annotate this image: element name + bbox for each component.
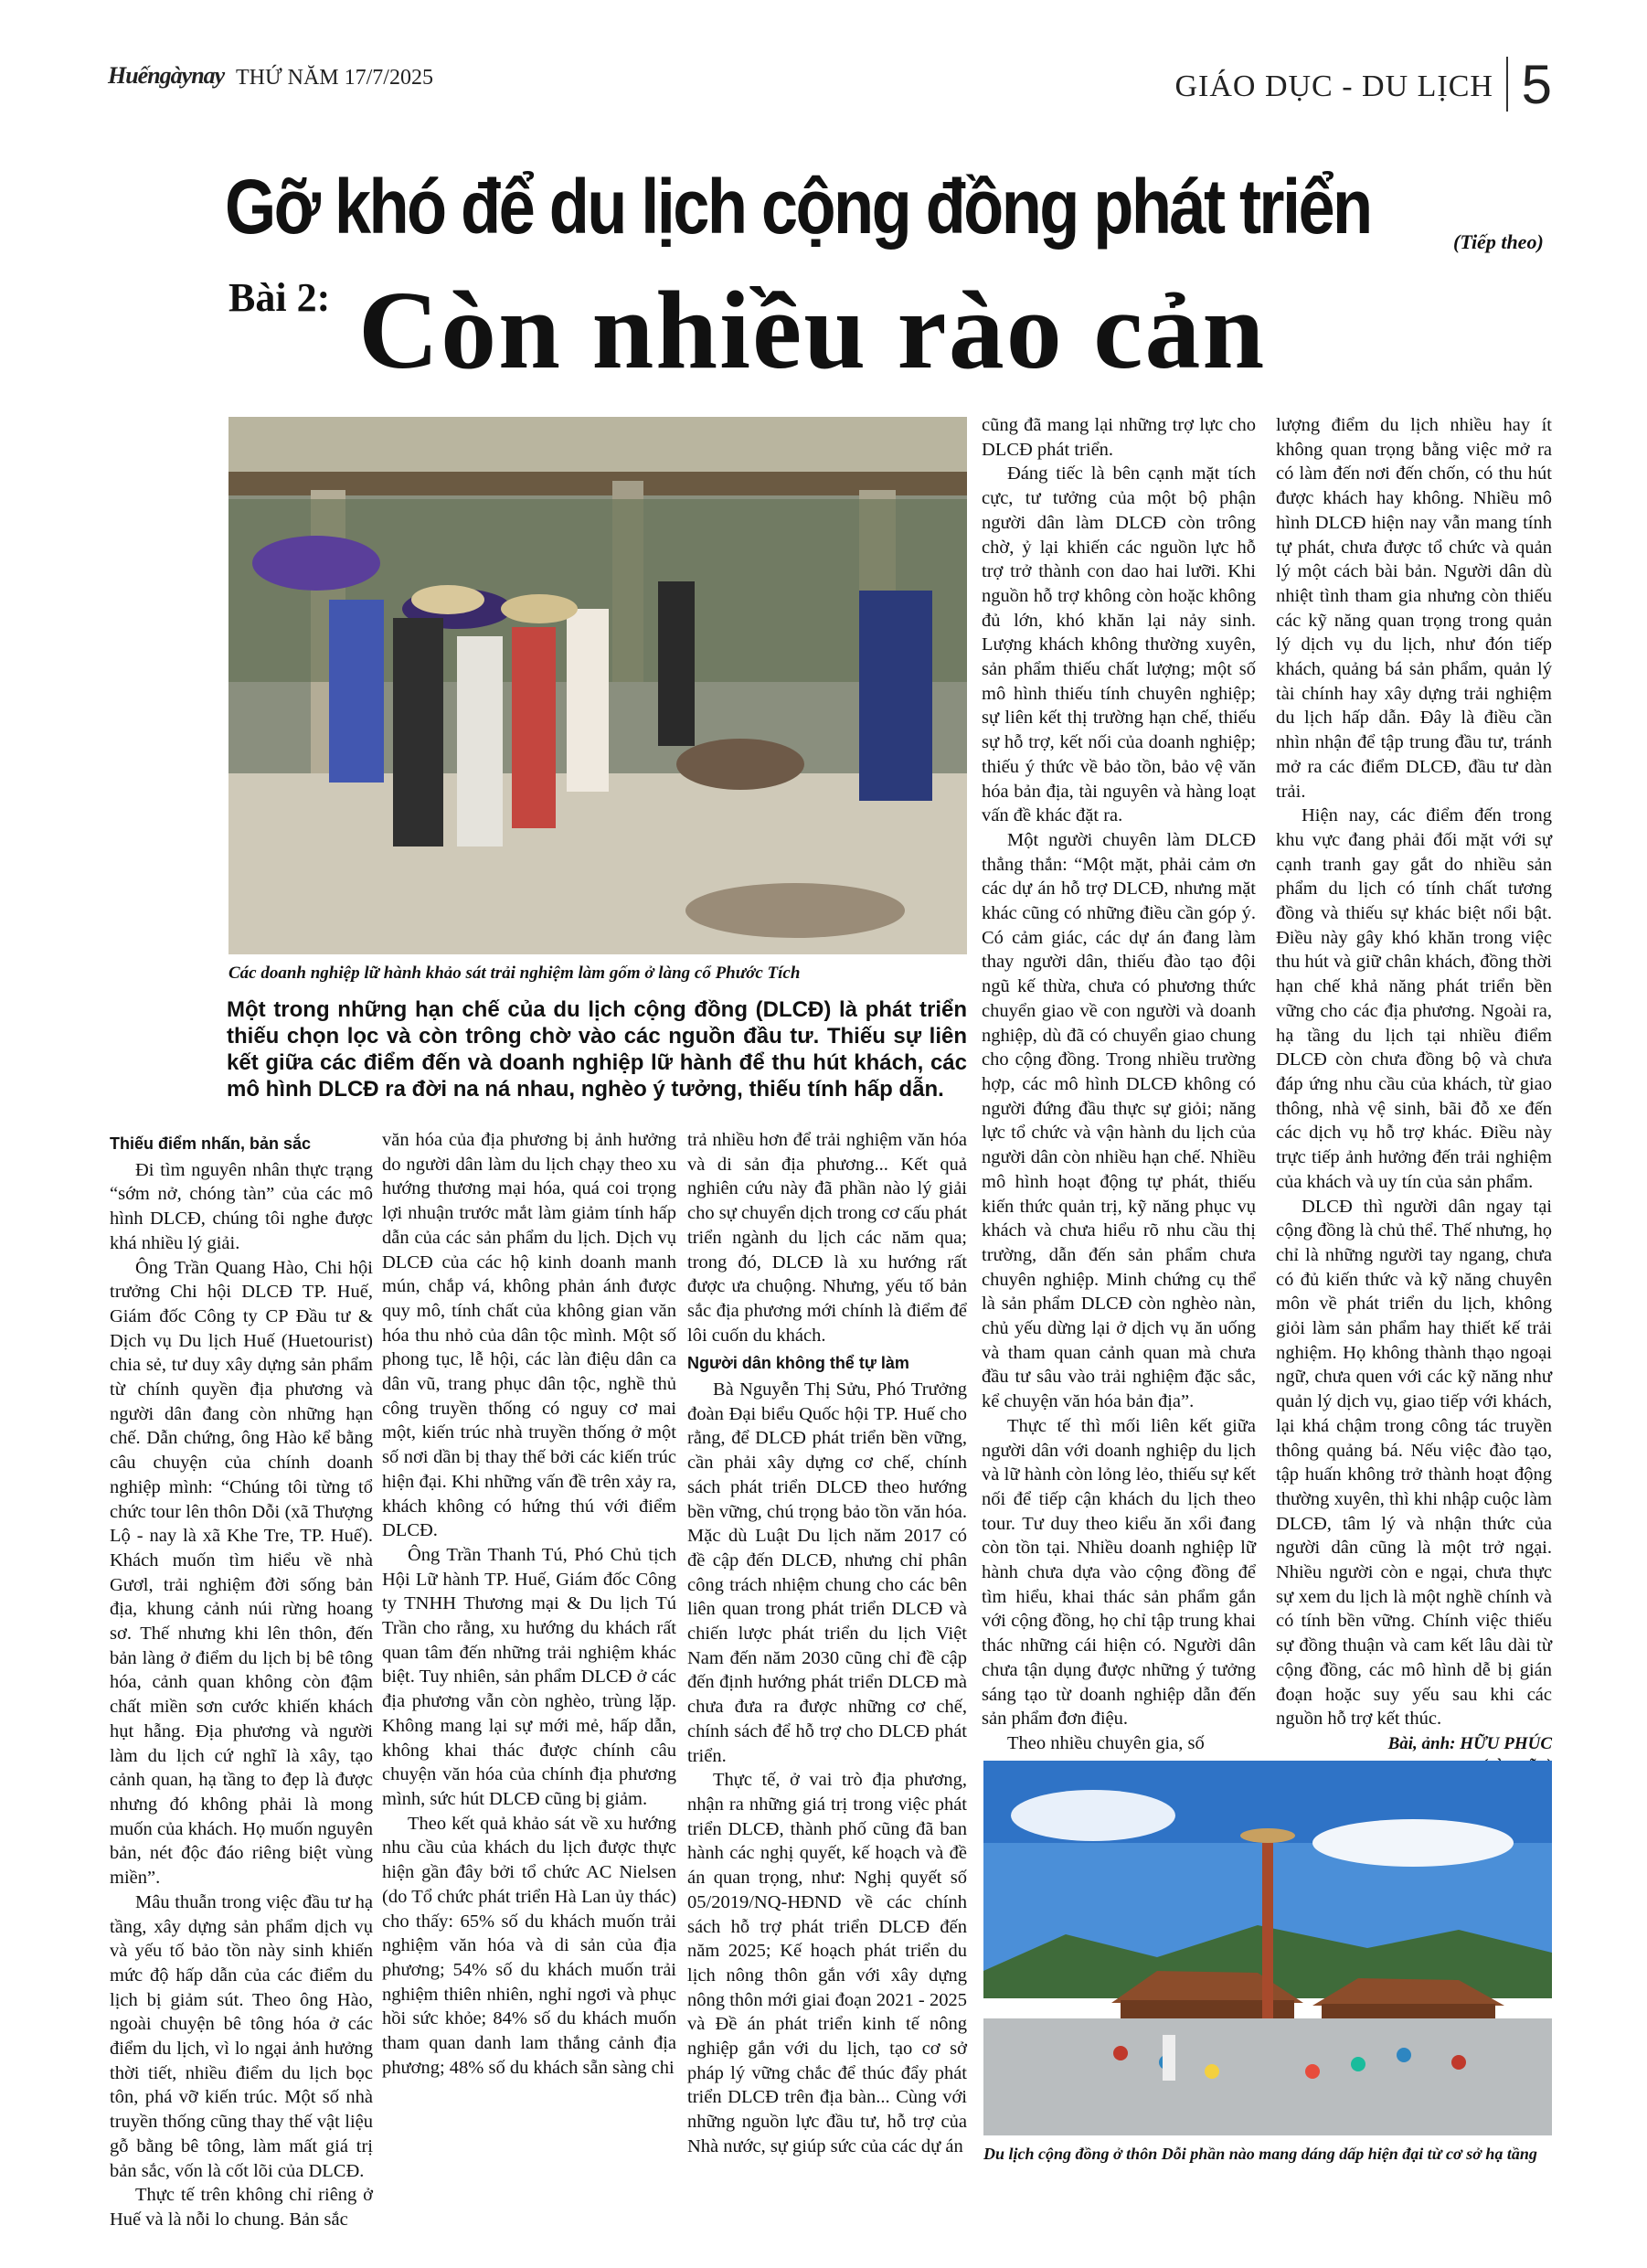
photo-caption: Du lịch cộng đồng ở thôn Dỗi phần nào mang dáng dấp hiện đại từ cơ sở hạ tầng xyxy=(983,2145,1537,2163)
paragraph: lượng điểm du lịch nhiều hay ít không quan trọng bằng việc mở ra có làm đến nơi đến chốn, có thu hút được khách hay không. Nhiều mô hình DLCĐ hiện nay vẫn mang tính tự phát, chưa được tổ chức và quản lý một cách bài bản. Người dân dù nhiệt tình tham gia nhưng còn thiếu các kỹ năng quan trọng trong quản lý dịch vụ du lịch, như đón tiếp khách, quảng bá sản phẩm, quản lý tài chính hay xây dựng trải nghiệm du lịch hấp dẫn. Đây là điều cần nhìn nhận để tập trung đầu tư, tránh mở ra các điểm DLCĐ, đầu tư dàn trải. xyxy=(1276,415,1552,802)
issue-date: THỨ NĂM 17/7/2025 xyxy=(236,66,433,90)
subheading: Người dân không thể tự làm xyxy=(687,1354,909,1373)
paragraph: cũng đã mang lại những trợ lực cho DLCĐ phát triển. xyxy=(982,415,1256,460)
masthead xyxy=(108,54,1552,115)
column-4 xyxy=(982,413,1256,1756)
pottery-photo-illustration xyxy=(228,417,967,954)
part-label: Bài 2: xyxy=(228,275,331,320)
newspaper-logo: Huếngàynay xyxy=(108,62,225,89)
column-3 xyxy=(687,1128,967,2159)
paragraph: Thực tế thì mối liên kết giữa người dân với doanh nghiệp du lịch và lữ hành còn lỏng lẻo, thiếu sự kết nối để tiếp cận khách du lịch theo tour. Tư duy theo kiểu ăn xổi đang còn tồn tại. Nhiều doanh nghiệp lữ hành chưa dựa vào cộng đồng để tìm hiểu, khai thác sản phẩm gắn với cộng đồng, họ chỉ tập trung khai thác những cái hiện có. Người dân chưa tận dụng được những ý tưởng sáng tạo từ doanh nghiệp dẫn đến sản phẩm đơn điệu. xyxy=(982,1415,1256,1730)
paragraph: trả nhiều hơn để trải nghiệm văn hóa và di sản địa phương... Kết quả nghiên cứu này đã phần nào lý giải cho sự chuyển dịch trong cơ cấu phát triển ngành du lịch các năm qua; trong đó, DLCĐ là xu hướng rất được ưa chuộng. Nhưng, yếu tố bản sắc địa phương mới chính là điểm để lôi cuốn du khách. xyxy=(687,1130,968,1346)
paragraph: Theo nhiều chuyên gia, số xyxy=(1007,1732,1205,1753)
photo-caption: Các doanh nghiệp lữ hành khảo sát trải nghiệm làm gốm ở làng cổ Phước Tích xyxy=(228,964,801,983)
pottery-photo xyxy=(228,417,967,954)
series-title: Gỡ khó để du lịch cộng đồng phát triển xyxy=(225,164,1371,250)
column-5 xyxy=(1276,413,1552,1777)
paragraph: Ông Trần Thanh Tú, Phó Chủ tịch Hội Lữ hành TP. Huế, Giám đốc Công ty TNHH Thương mại & Du lịch Tú Trần cho rằng, xu hướng du khách rất quan tâm đến những trải nghiệm khác biệt. Tuy nhiên, sản phẩm DLCĐ ở các địa phương vẫn còn nghèo, trùng lặp. Không mang lại sự mới mẻ, hấp dẫn, không khai thác được chính câu chuyện văn hóa của chính địa phương mình, sức hút DLCĐ cũng bị giảm. xyxy=(382,1544,676,1809)
paragraph: Theo kết quả khảo sát về xu hướng nhu cầu của khách du lịch được thực hiện gần đây bởi tổ chức AC Nielsen (do Tổ chức phát triển Hà Lan ủy thác) cho thấy: 65% số du khách muốn trải nghiệm văn hóa và di sản của địa phương; 54% số du khách muốn trải nghiệm thiên nhiên, nghỉ ngơi và phục hồi sức khỏe; 84% số du khách muốn tham quan danh lam thắng cảnh địa phương; 48% số du khách sẵn sàng chi xyxy=(382,1813,676,2078)
page-number: 5 xyxy=(1521,54,1552,115)
continued-note: (Tiếp theo) xyxy=(1453,230,1544,253)
village-photo-illustration xyxy=(983,1761,1552,2135)
column-2 xyxy=(382,1128,676,2080)
paragraph: Đáng tiếc là bên cạnh mặt tích cực, tư tưởng của một bộ phận người dân làm DLCĐ còn trông chờ, ỷ lại khiến các nguồn lực hỗ trợ trở thành con dao hai lưỡi. Khi nguồn hỗ trợ không còn hoặc không đủ lớn, khó khăn lại nảy sinh. Lượng khách không thường xuyên, sản phẩm thiếu chất lượng; một số mô hình thiếu tính chuyên nghiệp; sự liên kết thị trường hạn chế, thiếu sự hỗ trợ, kết nối của doanh nghiệp; thiếu ý thức về bảo tồn, bảo vệ văn hóa bản địa, tài nguyên và hàng loạt vấn đề khác đặt ra. xyxy=(982,463,1256,826)
byline-label: Bài, ảnh: xyxy=(1387,1733,1456,1753)
article-headline: Còn nhiều rào cản xyxy=(358,269,1267,392)
byline-author: HỮU PHÚC xyxy=(1460,1733,1552,1753)
paragraph: Một người chuyên làm DLCĐ thẳng thắn: “Một mặt, phải cảm ơn các dự án hỗ trợ DLCĐ, nhưng mặt khác cũng có những điều cần góp ý. Có cảm giác, các dự án đang làm thay người dân, thiếu đào tạo đội ngũ kế thừa, chưa có phương thức chuyển giao về con người và doanh nghiệp, dù đã có chuyển giao chung cho cộng đồng. Trong nhiều trường hợp, các mô hình DLCĐ không có người đứng đầu thực sự giỏi; năng lực tổ chức và vận hành du lịch của người dân còn nhiều hạn chế. Nhiều mô hình hoạt động tự phát, thiếu kiến thức quản trị, kỹ năng phục vụ khách và chưa hiểu rõ nhu cầu thị trường, dẫn đến sản phẩm chưa chuyên nghiệp. Minh chứng cụ thể là sản phẩm DLCĐ còn nghèo nàn, chủ yếu dừng lại ở dịch vụ ăn uống và tham quan cảnh quan mà chưa đầu tư sâu vào trải nghiệm đặc sắc, kể chuyện văn hóa bản địa”. xyxy=(982,829,1256,1412)
paragraph: Đi tìm nguyên nhân thực trạng “sớm nở, chóng tàn” của các mô hình DLCĐ, chúng tôi nghe được khá nhiều lý giải. xyxy=(110,1159,373,1253)
paragraph: Ông Trần Quang Hào, Chi hội trưởng Chi hội DLCĐ TP. Huế, Giám đốc Công ty CP Đầu tư & Dịch vụ Du lịch Huế (Huetourist) chia sẻ, tư duy xây dựng sản phẩm từ chính quyền địa phương và người dân đang còn những hạn chế. Dẫn chứng, ông Hào kể bằng câu chuyện của chính doanh nghiệp mình: “Chúng tôi từng tổ chức tour lên thôn Dỗi (xã Thượng Lộ - nay là xã Khe Tre, TP. Huế). Khách muốn tìm hiểu về nhà Gươl, trải nghiệm đời sống bản địa, khung cảnh núi rừng hoang sơ. Thế nhưng khi lên thôn, đến bản làng ở điểm du lịch bị bê tông hóa, cảnh quan không còn đậm chất miền sơn cước khiến khách hụt hẫng. Địa phương và người làm du lịch cứ nghĩ là xây, tạo cảnh quan, hạ tầng to đẹp là được nhưng đó không phải là mong muốn của khách. Họ muốn nguyên bản, nét độc đáo riêng biệt vùng miền”. xyxy=(110,1257,373,1889)
paragraph: Thực tế, ở vai trò địa phương, nhận ra những giá trị trong việc phát triển DLCĐ, thành phố cũng đã ban hành các nghị quyết, kế hoạch và đề án quan trọng, như: Nghị quyết số 05/2019/NQ-HĐND về các chính sách hỗ trợ phát triển DLCĐ đến năm 2025; Kế hoạch phát triển du lịch nông thôn gắn với xây dựng nông thôn mới giai đoạn 2021 - 2025 và Đề án phát triển kinh tế nông nghiệp gắn với du lịch, tạo cơ sở pháp lý vững chắc để thúc đẩy phát triển DLCĐ trên địa bàn... Cùng với những nguồn lực đầu tư, hỗ trợ của Nhà nước, sự giúp sức của các dự án xyxy=(687,1770,967,2156)
section-name: GIÁO DỤC - DU LỊCH xyxy=(1174,69,1493,103)
paragraph: Hiện nay, các điểm đến trong khu vực đang phải đối mặt với sự cạnh tranh gay gắt do nhiều sản phẩm du lịch có tính chất tương đồng và thiếu sự khác biệt nổi bật. Điều này gây khó khăn trong việc thu hút và giữ chân khách, đồng thời hạn chế khả năng phát triển bền vững cho các địa phương. Ngoài ra, hạ tầng du lịch tại nhiều điểm DLCĐ còn chưa đồng bộ và chưa đáp ứng nhu cầu của khách, từ giao thông, nhà vệ sinh, bãi đỗ xe đến các dịch vụ hỗ trợ khác. Điều này trực tiếp ảnh hưởng đến trải nghiệm của khách và uy tín của sản phẩm. xyxy=(1276,805,1552,1192)
paragraph: DLCĐ thì người dân ngay tại cộng đồng là chủ thể. Thế nhưng, họ chỉ là những người tay ngang, chưa có đủ kiến thức và kỹ năng chuyên môn về phát triển du lịch, không giỏi làm sản phẩm hay thiết kế trải nghiệm. Họ không thành thạo ngoại ngữ, chưa quen với các kỹ năng như quản lý dịch vụ, giao tiếp với khách, lại khá chậm trong công tác truyền thông quảng bá. Nếu việc đào tạo, tập huấn không trở thành hoạt động thường xuyên, thì khi nhập cuộc làm DLCĐ, tâm lý và nhận thức của người dân cũng là một trở ngại. Nhiều người còn e ngại, chưa thực sự xem du lịch là một nghề chính và có tính bền vững. Chính việc thiếu sự đồng thuận và cam kết lâu dài từ cộng đồng, các mô hình dễ bị gián đoạn hoặc suy yếu sau khi các nguồn hỗ trợ kết thúc. xyxy=(1276,1196,1552,1730)
paragraph: Bà Nguyễn Thị Sửu, Phó Trưởng đoàn Đại biểu Quốc hội TP. Huế cho rằng, để DLCĐ phát triển bền vững, cần phải xây dựng cơ chế, chính sách phát triển DLCĐ theo hướng bền vững, chú trọng bảo tồn văn hóa. Mặc dù Luật Du lịch năm 2017 có đề cập đến DLCĐ, nhưng chỉ phân công trách nhiệm chung cho các bên liên quan trong phát triển DLCĐ và chiến lược phát triển du lịch Việt Nam đến năm 2030 cũng chỉ đề cập đến định hướng phát triển DLCĐ mà chưa đưa ra được những cơ chế, chính sách để hỗ trợ cho DLCĐ phát triển. xyxy=(687,1379,967,1766)
masthead-divider xyxy=(1506,57,1508,112)
subheading: Thiếu điểm nhấn, bản sắc xyxy=(110,1134,312,1153)
article-lead: Một trong những hạn chế của du lịch cộng đồng (DLCĐ) là phát triển thiếu chọn lọc và còn trông chờ vào các nguồn đầu tư. Thiếu sự liên kết giữa các điểm đến và doanh nghiệp lữ hành để thu hút khách, các mô hình DLCĐ ra đời na ná nhau, nghèo ý tưởng, thiếu tính hấp dẫn. xyxy=(227,997,967,1102)
column-1 xyxy=(110,1128,373,2232)
paragraph: văn hóa của địa phương bị ảnh hưởng do người dân làm du lịch chạy theo xu hướng thương mại hóa, quá coi trọng lợi nhuận trước mắt làm giảm tính hấp dẫn của các sản phẩm du lịch. Dịch vụ DLCĐ của các hộ kinh doanh manh mún, chắp vá, không phản ánh được quy mô, tính chất của không gian văn hóa thu nhỏ của dân tộc mình. Một số phong tục, lễ hội, các làn điệu dân ca dân vũ, trang phục dân tộc, nghề thủ công truyền thống có nguy cơ mai một, kiến trúc nhà truyền thống ở một số nơi dần bị thay thế bởi các kiến trúc hiện đại. Khi những vấn đề trên xảy ra, khách không có hứng thú với điểm DLCĐ. xyxy=(382,1130,676,1541)
village-photo xyxy=(983,1761,1552,2135)
paragraph: Thực tế trên không chỉ riêng ở Huế và là nỗi lo chung. Bản sắc xyxy=(110,2185,373,2230)
paragraph: Mâu thuẫn trong việc đầu tư hạ tầng, xây dựng sản phẩm dịch vụ và yếu tố bảo tồn này sinh khiến mức độ hấp dẫn của các điểm du lịch bị giảm sút. Theo ông Hào, ngoài chuyện bê tông hóa ở các điểm du lịch, vì lo ngại ảnh hưởng thời tiết, nhiều điểm du lịch bọc tôn, phá vỡ kiến trúc. Một số nhà truyền thống cũng thay thế vật liệu gỗ bằng bê tông, làm mất giá trị bản sắc, vốn là cốt lõi của DLCĐ. xyxy=(110,1891,373,2181)
